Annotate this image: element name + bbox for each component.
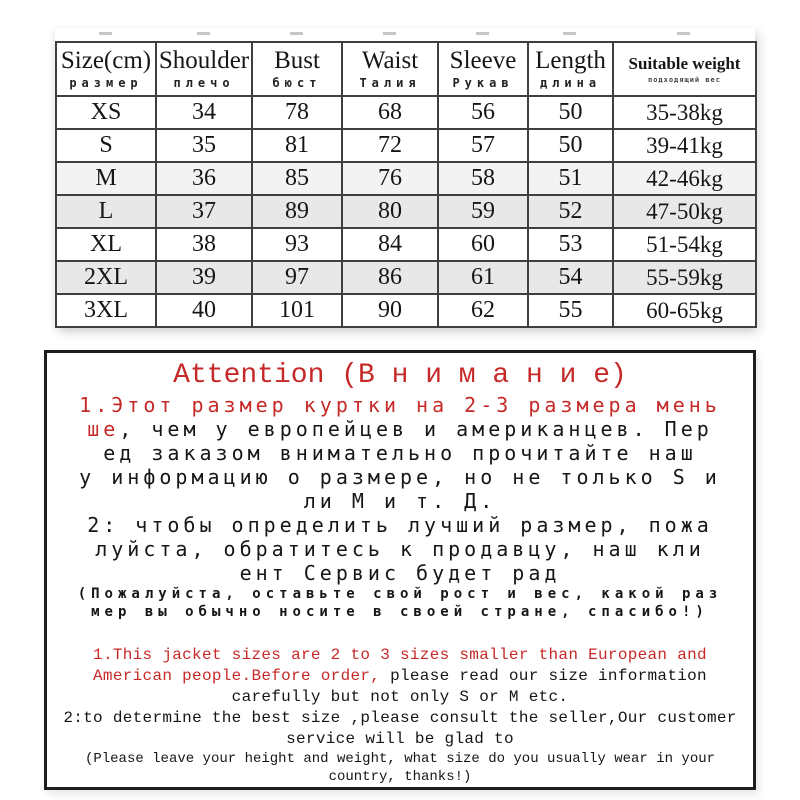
attention-title: Attention (В н и м а н и е) <box>173 360 627 391</box>
measurement-cell: 61 <box>438 261 528 294</box>
measurement-cell: 93 <box>252 228 342 261</box>
column-header <box>528 42 613 96</box>
measurement-cell: 85 <box>252 162 342 195</box>
text-segment: ли М и т. Д. <box>303 489 497 513</box>
size-table-card <box>55 28 755 328</box>
russian-line <box>47 537 753 561</box>
attention-russian-text <box>47 393 753 585</box>
measurement-cell: 60-65kg <box>613 294 756 327</box>
attention-english-text <box>47 645 753 750</box>
section-gap <box>47 621 753 645</box>
column-header <box>56 42 156 96</box>
measurement-cell: 80 <box>342 195 438 228</box>
size-label-cell: S <box>56 129 156 162</box>
text-segment: , чем у европейцев и американцев. Пер <box>119 417 713 441</box>
measurement-cell: 50 <box>528 129 613 162</box>
text-segment: мер вы обычно носите в своей стране, спасибо!) <box>91 604 709 620</box>
russian-line <box>47 393 753 417</box>
measurement-cell: 55-59kg <box>613 261 756 294</box>
measurement-cell: 38 <box>156 228 252 261</box>
english-note-line <box>47 768 753 786</box>
russian-line <box>47 417 753 441</box>
english-line <box>47 708 753 729</box>
column-header-en: Bust <box>274 47 320 74</box>
text-segment: carefully but not only S or M etc. <box>231 688 569 706</box>
size-label-cell: XS <box>56 96 156 129</box>
attention-russian-note <box>47 585 753 621</box>
measurement-cell: 51-54kg <box>613 228 756 261</box>
measurement-cell: 56 <box>438 96 528 129</box>
table-row <box>56 294 756 327</box>
text-segment: American people.Before order, <box>93 667 381 685</box>
column-header-en: Length <box>535 47 606 74</box>
measurement-cell: 36 <box>156 162 252 195</box>
measurement-cell: 40 <box>156 294 252 327</box>
measurement-cell: 39 <box>156 261 252 294</box>
measurement-cell: 60 <box>438 228 528 261</box>
measurement-cell: 62 <box>438 294 528 327</box>
measurement-cell: 51 <box>528 162 613 195</box>
size-label-cell: 2XL <box>56 261 156 294</box>
measurement-cell: 86 <box>342 261 438 294</box>
measurement-cell: 89 <box>252 195 342 228</box>
attention-box <box>44 350 756 790</box>
text-segment: 1.Этот размер куртки на 2-3 размера мень <box>79 393 721 417</box>
measurement-cell: 53 <box>528 228 613 261</box>
size-label-cell: L <box>56 195 156 228</box>
size-table <box>55 41 757 328</box>
russian-line <box>47 441 753 465</box>
column-header <box>438 42 528 96</box>
table-row <box>56 129 756 162</box>
text-segment: 1.This jacket sizes are 2 to 3 sizes smaller than European and <box>93 646 707 664</box>
text-segment: (Пожалуйста, оставьте свой рост и вес, какой раз <box>77 586 723 602</box>
english-line <box>47 729 753 750</box>
text-segment: 2: чтобы определить лучший размер, пожа <box>87 513 713 537</box>
table-row <box>56 195 756 228</box>
attention-english-note <box>47 750 753 786</box>
measurement-cell: 55 <box>528 294 613 327</box>
column-header-en: Shoulder <box>158 47 250 74</box>
measurement-cell: 39-41kg <box>613 129 756 162</box>
measurement-cell: 59 <box>438 195 528 228</box>
column-header <box>613 42 756 96</box>
column-header-ru: длина <box>539 76 602 90</box>
measurement-cell: 81 <box>252 129 342 162</box>
measurement-cell: 37 <box>156 195 252 228</box>
table-row <box>56 162 756 195</box>
column-header-ru: подходящий вес <box>647 76 721 84</box>
measurement-cell: 50 <box>528 96 613 129</box>
measurement-cell: 101 <box>252 294 342 327</box>
russian-line <box>47 465 753 489</box>
measurement-cell: 57 <box>438 129 528 162</box>
size-label-cell: XL <box>56 228 156 261</box>
text-segment: у информацию о размере, но не только S и <box>79 465 721 489</box>
russian-note-line <box>47 585 753 603</box>
russian-line <box>47 513 753 537</box>
text-segment: ент Сервис будет рад <box>239 561 561 585</box>
column-header <box>156 42 252 96</box>
column-header-ru: бюст <box>272 76 322 90</box>
cropped-row-mark <box>55 28 155 41</box>
header-row <box>56 42 756 96</box>
column-header-ru: плечо <box>173 76 235 90</box>
text-segment: service will be glad to <box>286 730 514 748</box>
english-line <box>47 687 753 708</box>
table-row <box>56 228 756 261</box>
column-header <box>252 42 342 96</box>
column-header-ru: размер <box>69 76 143 90</box>
measurement-cell: 35 <box>156 129 252 162</box>
measurement-cell: 42-46kg <box>613 162 756 195</box>
text-segment: луйста, обратитесь к продавцу, наш кли <box>95 537 705 561</box>
cropped-row-mark <box>612 28 755 41</box>
russian-line <box>47 561 753 585</box>
cropped-row-mark <box>155 28 251 41</box>
measurement-cell: 72 <box>342 129 438 162</box>
cropped-row-mark <box>437 28 527 41</box>
english-line <box>47 645 753 666</box>
measurement-cell: 97 <box>252 261 342 294</box>
measurement-cell: 34 <box>156 96 252 129</box>
measurement-cell: 84 <box>342 228 438 261</box>
measurement-cell: 78 <box>252 96 342 129</box>
measurement-cell: 52 <box>528 195 613 228</box>
table-row <box>56 261 756 294</box>
cropped-row-strip <box>55 28 755 41</box>
size-table-header <box>56 42 756 96</box>
english-line <box>47 666 753 687</box>
text-segment: please read our size information <box>380 667 707 685</box>
measurement-cell: 35-38kg <box>613 96 756 129</box>
english-note-line <box>47 750 753 768</box>
table-row <box>56 96 756 129</box>
column-header-en: Size(cm) <box>60 47 152 74</box>
measurement-cell: 54 <box>528 261 613 294</box>
cropped-row-mark <box>341 28 437 41</box>
text-segment: ед заказом внимательно прочитайте наш <box>103 441 697 465</box>
column-header <box>342 42 438 96</box>
column-header-en: Waist <box>361 47 419 74</box>
measurement-cell: 76 <box>342 162 438 195</box>
column-header-en: Suitable weight <box>628 54 741 73</box>
measurement-cell: 47-50kg <box>613 195 756 228</box>
russian-line <box>47 489 753 513</box>
size-label-cell: M <box>56 162 156 195</box>
text-segment: 2:to determine the best size ,please consult the seller,Our customer <box>63 709 737 727</box>
text-segment: (Please leave your height and weight, what size do you usually wear in your <box>84 751 716 767</box>
measurement-cell: 90 <box>342 294 438 327</box>
cropped-row-mark <box>527 28 612 41</box>
text-segment: ше <box>87 417 120 441</box>
russian-note-line <box>47 603 753 621</box>
column-header-ru: Рукав <box>452 76 514 90</box>
column-header-ru: Талия <box>359 76 421 90</box>
column-header-en: Sleeve <box>449 47 517 74</box>
measurement-cell: 68 <box>342 96 438 129</box>
text-segment: country, thanks!) <box>328 769 472 785</box>
measurement-cell: 58 <box>438 162 528 195</box>
size-label-cell: 3XL <box>56 294 156 327</box>
cropped-row-mark <box>251 28 341 41</box>
size-table-body <box>56 96 756 327</box>
